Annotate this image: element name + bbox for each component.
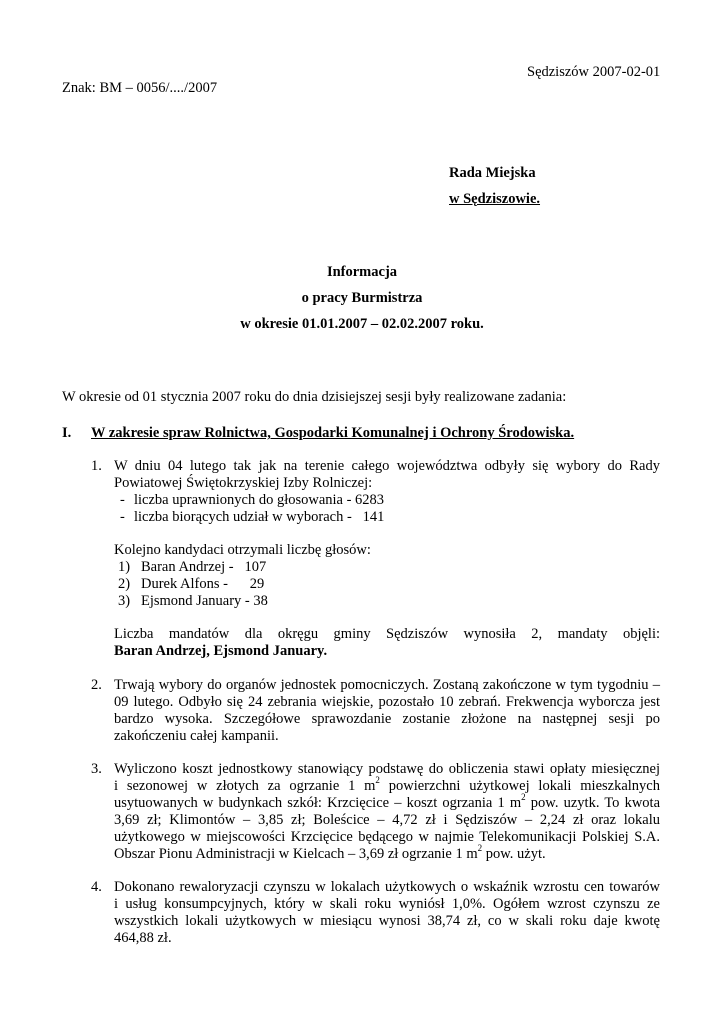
- superscript-two: 2: [375, 775, 380, 786]
- section-number: I.: [62, 425, 72, 441]
- item3-line6: Obszar Pionu Administracji w Kielcach – 3,69 zł ogrzanie 1 $m^2$ pow. użyt.: [114, 843, 546, 862]
- superscript-two: 2: [521, 792, 526, 803]
- item2-line4: zakończeniu całej kampanii.: [114, 728, 279, 744]
- item4-line3: wszystkich lokali użytkowych w miesiącu wynosi 38,74 zł, co w skali roku daje kwotę: [114, 913, 660, 929]
- intro-text: W okresie od 01 stycznia 2007 roku do dnia dzisiejszej sesji były realizowane zadania:: [62, 389, 567, 405]
- title-line3: w okresie 01.01.2007 – 02.02.2007 roku.: [240, 316, 484, 332]
- candidate-entry: Ejsmond January - 38: [141, 593, 268, 609]
- candidate-entry: Baran Andrzej - 107: [141, 559, 267, 575]
- recipient-line2: w Sędziszowie.: [449, 191, 541, 207]
- item2-line1: Trwają wybory do organów jednostek pomocniczych. Zostaną zakończone w tym tygodniu –: [114, 677, 660, 693]
- section-heading: W zakresie spraw Rolnictwa, Gospodarki Komunalnej i Ochrony Środowiska.: [91, 425, 575, 441]
- item3-line5: użytkowego w miejscowości Krzcięcice będącego w najmie Telekomunikacji Polskiej S.A.: [114, 829, 660, 845]
- item1-line1: W dniu 04 lutego tak jak na terenie całego województwa odbyły się wybory do Rady: [114, 458, 660, 474]
- superscript-two: 2: [477, 843, 483, 854]
- list-dash: -: [120, 509, 125, 525]
- recipient-line1: Rada Miejska: [449, 165, 536, 181]
- reference-number: Znak: BM – 0056/..../2007: [62, 80, 218, 96]
- candidate-number: 3): [118, 593, 131, 609]
- candidate-number: 2): [118, 576, 131, 592]
- item-number: 1.: [91, 458, 102, 474]
- item3-line3: usytuowanych w budynkach szkół: Krzcięcice – koszt ogrzania 1 $m^2$ pow. uzytk. To kwota: [114, 792, 661, 811]
- list-dash: -: [120, 492, 125, 508]
- title-line1: Informacja: [326, 264, 398, 280]
- mandates-line1: Liczba mandatów dla okręgu gminy Sędziszów wynosiła 2, mandaty objęli:: [114, 626, 660, 642]
- item2-line3: bardzo wysoka. Szczegółowe sprawozdanie zostanie złożone na następnej sesji po: [114, 711, 660, 727]
- item4-line2: i usług konsumpcyjnych, który w skali roku wyniósł 1,0%. Ogółem wzrost czynszu ze: [114, 896, 660, 912]
- eligible-voters: liczba uprawnionych do głosowania - 6283: [134, 492, 385, 508]
- item-number: 4.: [91, 879, 102, 895]
- participating-voters: liczba biorących udział w wyborach - 141: [134, 509, 385, 525]
- candidate-number: 1): [118, 559, 131, 575]
- item4-line4: 464,88 zł.: [114, 930, 172, 946]
- item2-line2: 09 lutego. Odbyło się 24 zebrania wiejskie, pozostało 10 zebrań. Frekwencja wyborcza jest: [114, 694, 660, 710]
- item3-line1: Wyliczono koszt jednostkowy stanowiący podstawę do obliczenia stawi opłaty miesięcznej: [114, 761, 660, 777]
- mandates-line2: Baran Andrzej, Ejsmond January.: [114, 643, 328, 659]
- title-line2: o pracy Burmistrza: [301, 290, 423, 306]
- candidate-entry: Durek Alfons - 29: [141, 576, 265, 592]
- item3-line2: i sezonowej w złotych za ogrzanie 1 $m^2$ powierzchni użytkowej lokali mieszkalnych: [114, 775, 660, 794]
- item4-line1: Dokonano rewaloryzacji czynszu w lokalach użytkowych o wskaźnik wzrostu cen towarów: [114, 879, 660, 895]
- place-date: Sędziszów 2007-02-01: [527, 64, 661, 80]
- votes-intro: Kolejno kandydaci otrzymali liczbę głosów:: [114, 542, 371, 558]
- item-number: 3.: [91, 761, 102, 777]
- item3-line4: 3,69 zł; Klimontów – 3,85 zł; Boleścice – 4,72 zł i Sędziszów – 2,24 zł oraz lokalu: [114, 812, 660, 828]
- item1-line2: Powiatowej Świętokrzyskiej Izby Rolniczej:: [114, 475, 373, 491]
- item-number: 2.: [91, 677, 102, 693]
